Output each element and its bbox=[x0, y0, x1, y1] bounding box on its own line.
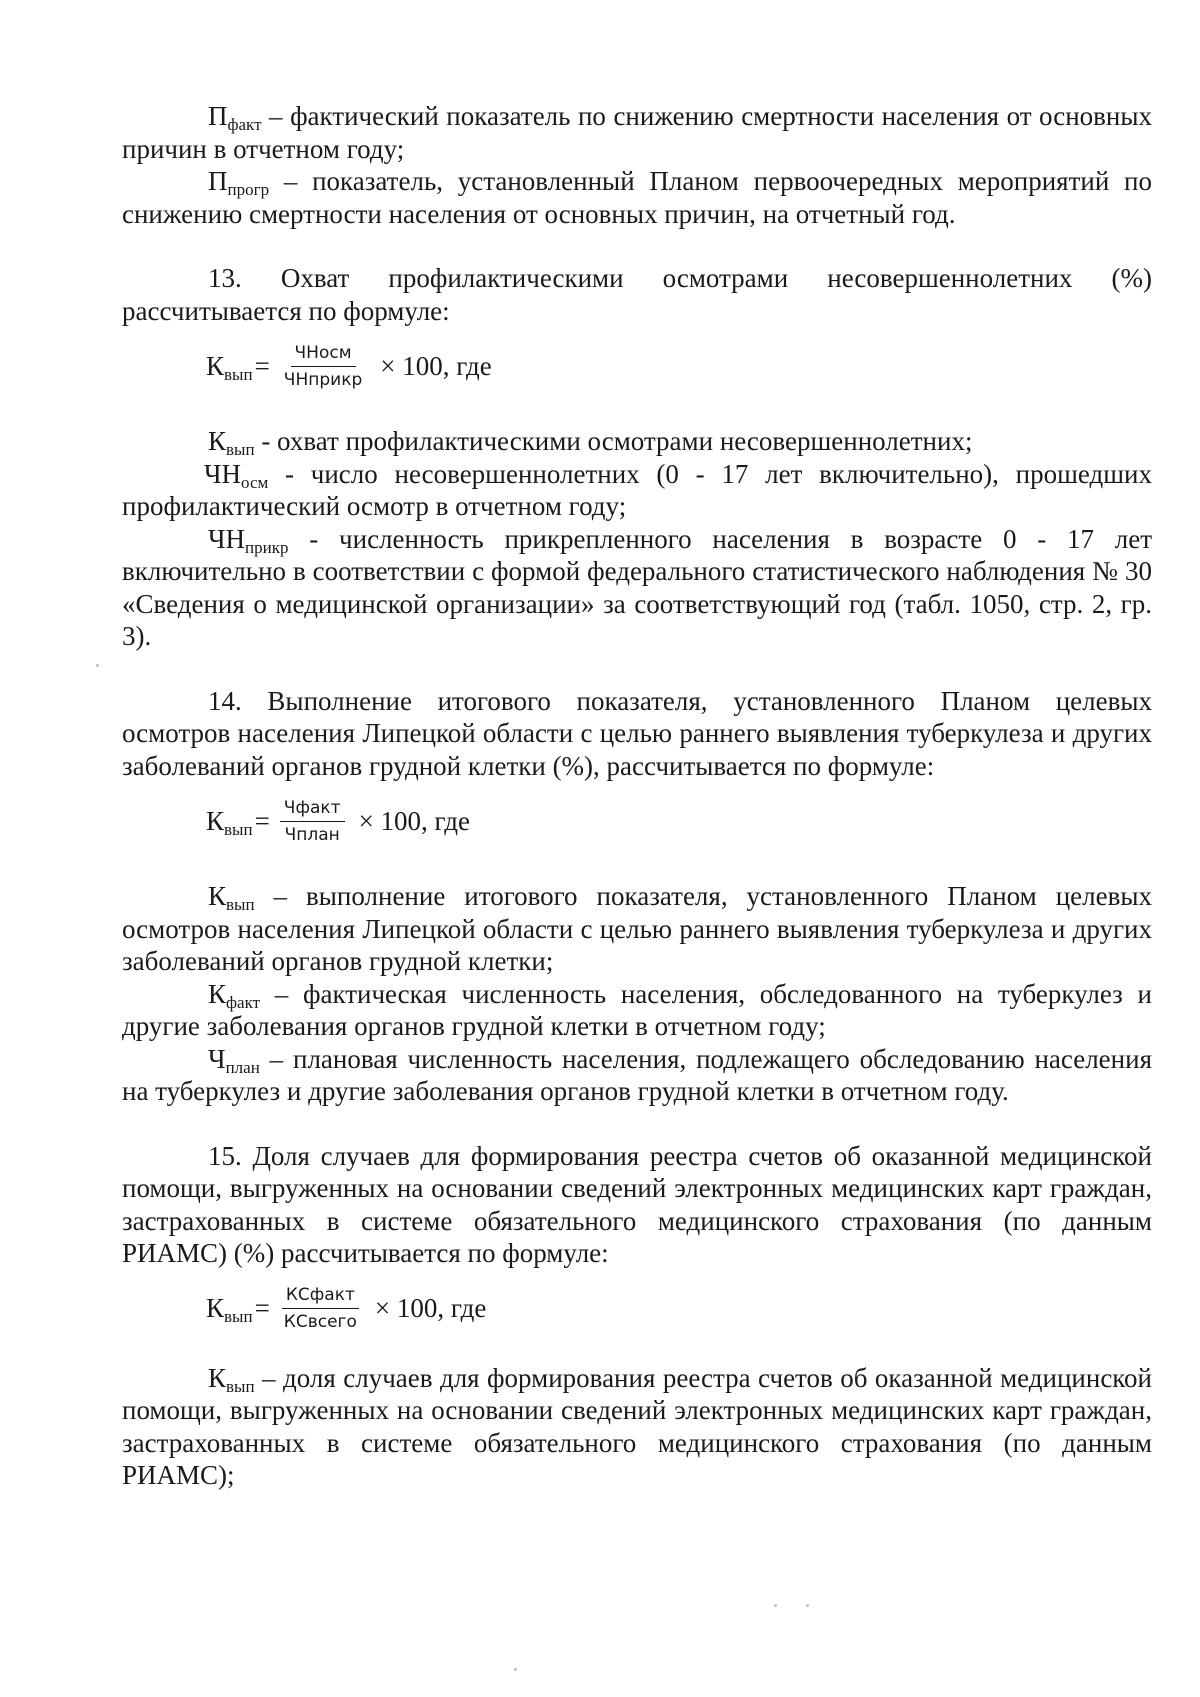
fraction-numerator: КСфакт bbox=[282, 1285, 359, 1309]
fraction-denominator: Чплан bbox=[284, 824, 340, 845]
definition-chn-prikr: $ЧН_{прикр}$ - численность прикрепленного населения в возрасте 0 - 17 лет включительно в соответствии с формой федерального статистического наблюдения № 30 «Сведения о медицинской организации» за соответствующий год (табл. 1050, стр. 2, гр. 3). bbox=[122, 523, 1152, 651]
scan-speck bbox=[96, 664, 99, 667]
paragraph-gap bbox=[122, 860, 1152, 880]
paragraph-gap bbox=[122, 653, 1152, 685]
item-15-heading: 15. Доля случаев для формирования реестра счетов об оказанной медицинской помощи, выгруженных на основании сведений электронных медицинских карт граждан, застрахованных в системе обязательного медицинского страхования (по данным РИАМС) (%) рассчитывается по формуле: bbox=[122, 1140, 1152, 1268]
definition-text: – фактический показатель по снижению смертности населения от основных причин в отчетном году; bbox=[122, 101, 1152, 164]
definition-k-vyp: $К_{вып}$ – выполнение итогового показателя, установленного Планом целевых осмотров населения Липецкой области с целью раннего выявления туберкулеза и других заболеваний органов грудной клетки; bbox=[122, 881, 1152, 976]
item-13-heading: 13. Охват профилактическими осмотрами несовершеннолетних (%) рассчитывается по формуле: bbox=[122, 263, 1152, 326]
paragraph-gap bbox=[122, 1348, 1152, 1362]
definition-k-vyp: $К_{вып}$ – доля случаев для формирования реестра счетов об оказанной медицинской помощи, выгруженных на основании сведений электронных медицинских карт граждан, застрахованных в системе обязательного медицинского страхования (по данным РИАМС); bbox=[122, 1362, 1152, 1490]
formula-multiplier: × 100, где bbox=[374, 1293, 487, 1324]
symbol: П bbox=[208, 101, 228, 131]
paragraph-gap bbox=[122, 1108, 1152, 1140]
equals-sign: = bbox=[254, 805, 270, 836]
scan-speck bbox=[774, 1604, 777, 1607]
equals-sign: = bbox=[254, 350, 270, 381]
definition-p-fact bbox=[122, 100, 1152, 165]
paragraph-gap bbox=[122, 230, 1152, 262]
definition-ch-plan: $Ч_{план}$ – плановая численность населения, подлежащего обследованию населения на туберкулез и другие заболевания органов грудной клетки в отчетном году. bbox=[122, 1043, 1152, 1106]
formula-15 bbox=[206, 1270, 1152, 1348]
item-14-heading: 14. Выполнение итогового показателя, установленного Планом целевых осмотров населения Липецкой области с целью раннего выявления туберкулеза и других заболеваний органов грудной клетки (%), рассчитывается по формуле: bbox=[122, 685, 1152, 781]
symbol-subscript: прогр bbox=[227, 180, 270, 199]
definition-p-prog bbox=[122, 165, 1152, 230]
formula-lhs: $К_{вып}$ bbox=[206, 805, 253, 839]
formula-lhs: $К_{вып}$ bbox=[206, 1293, 253, 1327]
scan-speck bbox=[806, 1604, 809, 1607]
fraction bbox=[280, 1285, 361, 1332]
definition-k-vyp: $К_{вып}$ - охват профилактическими осмотрами несовершеннолетних; bbox=[208, 426, 973, 459]
definition-chn-osm: $ЧН_{осм}$ - число несовершеннолетних (0 - 17 лет включительно), прошедших профилактический осмотр в отчетном году; bbox=[122, 458, 1152, 521]
symbol-subscript: факт bbox=[227, 115, 262, 134]
scan-speck bbox=[514, 1668, 517, 1671]
fraction-denominator: КСвсего bbox=[283, 1312, 357, 1332]
formula-multiplier: × 100, где bbox=[358, 805, 471, 836]
fraction-numerator: ЧНосм bbox=[291, 343, 356, 367]
fraction-numerator: Чфакт bbox=[280, 798, 345, 822]
formula-14 bbox=[206, 782, 1152, 860]
paragraph-gap bbox=[122, 405, 1152, 425]
document-body bbox=[122, 100, 1152, 1492]
formula-multiplier: × 100, где bbox=[380, 350, 492, 381]
formula-lhs: $К_{вып}$ bbox=[206, 350, 253, 384]
fraction-denominator: ЧНприкр bbox=[283, 369, 363, 390]
definition-k-fakt: $К_{факт}$ – фактическая численность населения, обследованного на туберкулез и другие заболевания органов грудной клетки в отчетном году; bbox=[122, 978, 1152, 1041]
equals-sign: = bbox=[254, 1293, 270, 1324]
fraction bbox=[280, 343, 366, 390]
fraction bbox=[280, 798, 345, 845]
symbol: П bbox=[208, 166, 228, 196]
definition-text: – показатель, установленный Планом первоочередных мероприятий по снижению смертности населения от основных причин, на отчетный год. bbox=[122, 166, 1152, 229]
formula-13 bbox=[206, 327, 1152, 405]
